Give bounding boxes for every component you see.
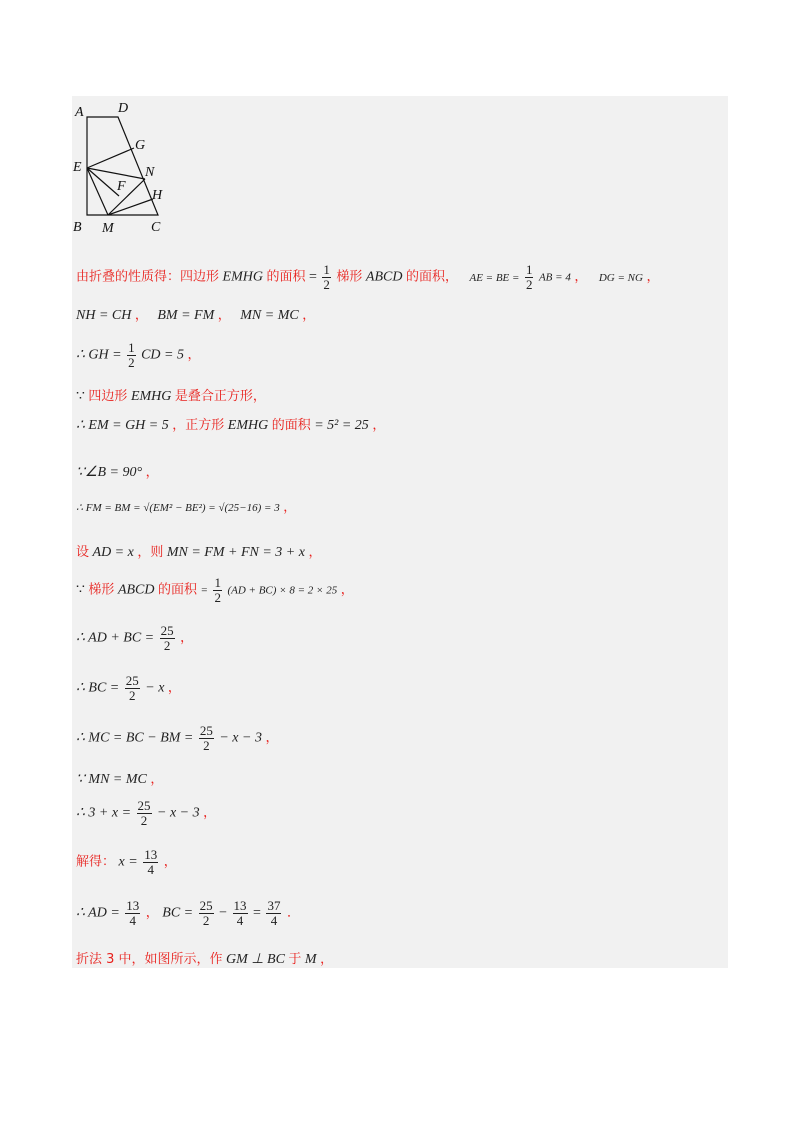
solution-line-14	[76, 799, 216, 828]
solution-line-13	[76, 768, 163, 788]
text: 解得：	[76, 854, 116, 870]
label-f: F	[117, 179, 126, 194]
solution-line-6	[76, 461, 159, 481]
fraction: $\frac{13}{4}$	[144, 847, 158, 877]
math: BC =	[162, 905, 194, 921]
text: ，	[150, 772, 164, 787]
math: ∴ FM = BM = √(EM² − BE²) = √(25−16) = 3	[76, 502, 280, 514]
text: 的面积	[266, 269, 306, 285]
text: 于	[288, 952, 302, 967]
text: ，	[145, 465, 159, 480]
text: ，	[134, 308, 148, 323]
text: ，	[308, 545, 322, 560]
segment-em	[87, 168, 108, 215]
math: ABCD	[117, 582, 155, 598]
text: 梯形	[88, 582, 115, 598]
solution-line-2	[76, 304, 315, 324]
fraction: $\frac{1}{2}$	[128, 340, 135, 370]
text: ，	[167, 680, 181, 696]
solution-line-3	[76, 341, 201, 370]
text: 梯形	[336, 269, 363, 285]
math: EMHG	[130, 389, 172, 404]
fraction: $\frac{25}{2}$	[199, 723, 213, 753]
fraction: $\frac{1}{2}$	[525, 262, 533, 292]
math: AD = x	[92, 545, 134, 560]
label-g: G	[135, 138, 146, 153]
segment-ef2	[87, 168, 145, 179]
text: ，	[302, 308, 316, 323]
fraction: $\frac{1}{2}$	[323, 262, 330, 292]
solution-line-5	[76, 414, 385, 434]
math: − x − 3	[219, 730, 262, 746]
math: ∴ MC = BC − BM =	[76, 730, 194, 746]
math: M	[304, 952, 317, 967]
fraction: $\frac{25}{2}$	[125, 673, 139, 703]
text: 是叠合正方形，	[174, 389, 266, 404]
math: ∴ AD =	[76, 905, 120, 921]
geometry-figure	[72, 96, 202, 236]
fraction: $\frac{25}{2}$	[160, 623, 174, 653]
math: =	[253, 905, 261, 921]
text: ，	[646, 269, 660, 285]
because-symbol: ∵	[76, 582, 85, 598]
segment-eg	[87, 148, 134, 168]
fraction: $\frac{25}{2}$	[137, 798, 151, 828]
math: (AD + BC) × 8 = 2 × 25	[227, 584, 338, 597]
fraction: $\frac{13}{4}$	[233, 898, 247, 928]
text: ，	[217, 308, 231, 323]
text: ，	[265, 730, 279, 746]
label-c: C	[151, 220, 161, 235]
math: ABCD	[365, 269, 403, 285]
fraction: $\frac{25}{2}$	[199, 898, 213, 928]
text: ，正方形	[172, 418, 225, 433]
label-e: E	[73, 160, 82, 175]
text: ，则	[137, 545, 164, 560]
math: DG = NG	[598, 271, 643, 284]
text: ，	[340, 582, 354, 598]
label-h: H	[152, 188, 163, 203]
math: − x	[145, 680, 165, 696]
text: ．	[286, 905, 300, 921]
solution-line-1	[76, 263, 659, 292]
math: MN = MC	[240, 308, 299, 323]
text: ，	[283, 500, 297, 515]
text: 由折叠的性质得：四边形	[76, 269, 220, 285]
solution-line-9	[76, 576, 354, 605]
text: 的面积，	[405, 269, 458, 285]
text: ，	[574, 269, 588, 285]
math: AB = 4	[538, 271, 571, 284]
solution-line-15	[76, 848, 177, 877]
text: ，	[372, 418, 386, 433]
fraction: $\frac{37}{4}$	[267, 898, 281, 928]
fraction: $\frac{1}{2}$	[214, 575, 221, 605]
text: ，	[320, 952, 334, 967]
label-d: D	[118, 101, 129, 116]
math: ∴ AD + BC =	[76, 630, 155, 646]
text: 的面积	[271, 418, 311, 433]
text: ，	[180, 630, 194, 646]
solution-panel	[72, 96, 728, 968]
solution-line-12	[76, 724, 278, 753]
math: EMHG	[227, 418, 269, 433]
solution-line-8	[76, 541, 321, 561]
math: MN = FM + FN = 3 + x	[166, 545, 305, 560]
math: =	[308, 269, 317, 285]
math: = 5² = 25	[314, 418, 369, 433]
math: EMHG	[222, 269, 263, 285]
math: ∵ MN = MC	[76, 772, 147, 787]
text: 四边形	[88, 389, 128, 404]
math: ∴ EM = GH = 5	[76, 418, 169, 433]
math: BM = FM	[157, 308, 215, 323]
math: GM ⊥ BC	[226, 952, 285, 967]
segment-mh	[108, 199, 153, 215]
math: ∴ 3 + x =	[76, 805, 132, 821]
fraction: $\frac{13}{4}$	[126, 898, 140, 928]
label-b: B	[73, 220, 82, 235]
text: 设	[76, 545, 90, 560]
math: AE = BE =	[469, 271, 520, 284]
math: ∴ BC =	[76, 680, 120, 696]
label-n: N	[145, 165, 155, 180]
segment-mn	[108, 179, 145, 215]
text: ，	[203, 805, 217, 821]
math: ∵∠B = 90°	[76, 465, 143, 480]
text: 折法 3 中，如图所示，作	[76, 952, 223, 967]
solution-line-7	[76, 496, 296, 516]
segment-ef	[87, 168, 119, 196]
solution-line-17	[76, 948, 333, 968]
text: ，	[187, 347, 201, 363]
math: − x − 3	[157, 805, 200, 821]
math: ∴ GH =	[76, 347, 122, 363]
math: CD = 5	[141, 347, 184, 363]
math: x =	[118, 854, 138, 870]
label-m: M	[102, 221, 114, 236]
solution-line-16	[76, 899, 300, 928]
solution-line-4	[76, 385, 266, 405]
math: NH = CH	[76, 308, 132, 323]
math: −	[219, 905, 228, 921]
text: ，	[163, 854, 177, 870]
solution-line-11	[76, 674, 181, 703]
solution-line-10	[76, 624, 193, 653]
text: 的面积	[158, 582, 198, 598]
because-symbol: ∵	[76, 389, 85, 404]
text: ，	[145, 905, 159, 921]
math: =	[200, 584, 208, 597]
label-a: A	[75, 105, 84, 120]
